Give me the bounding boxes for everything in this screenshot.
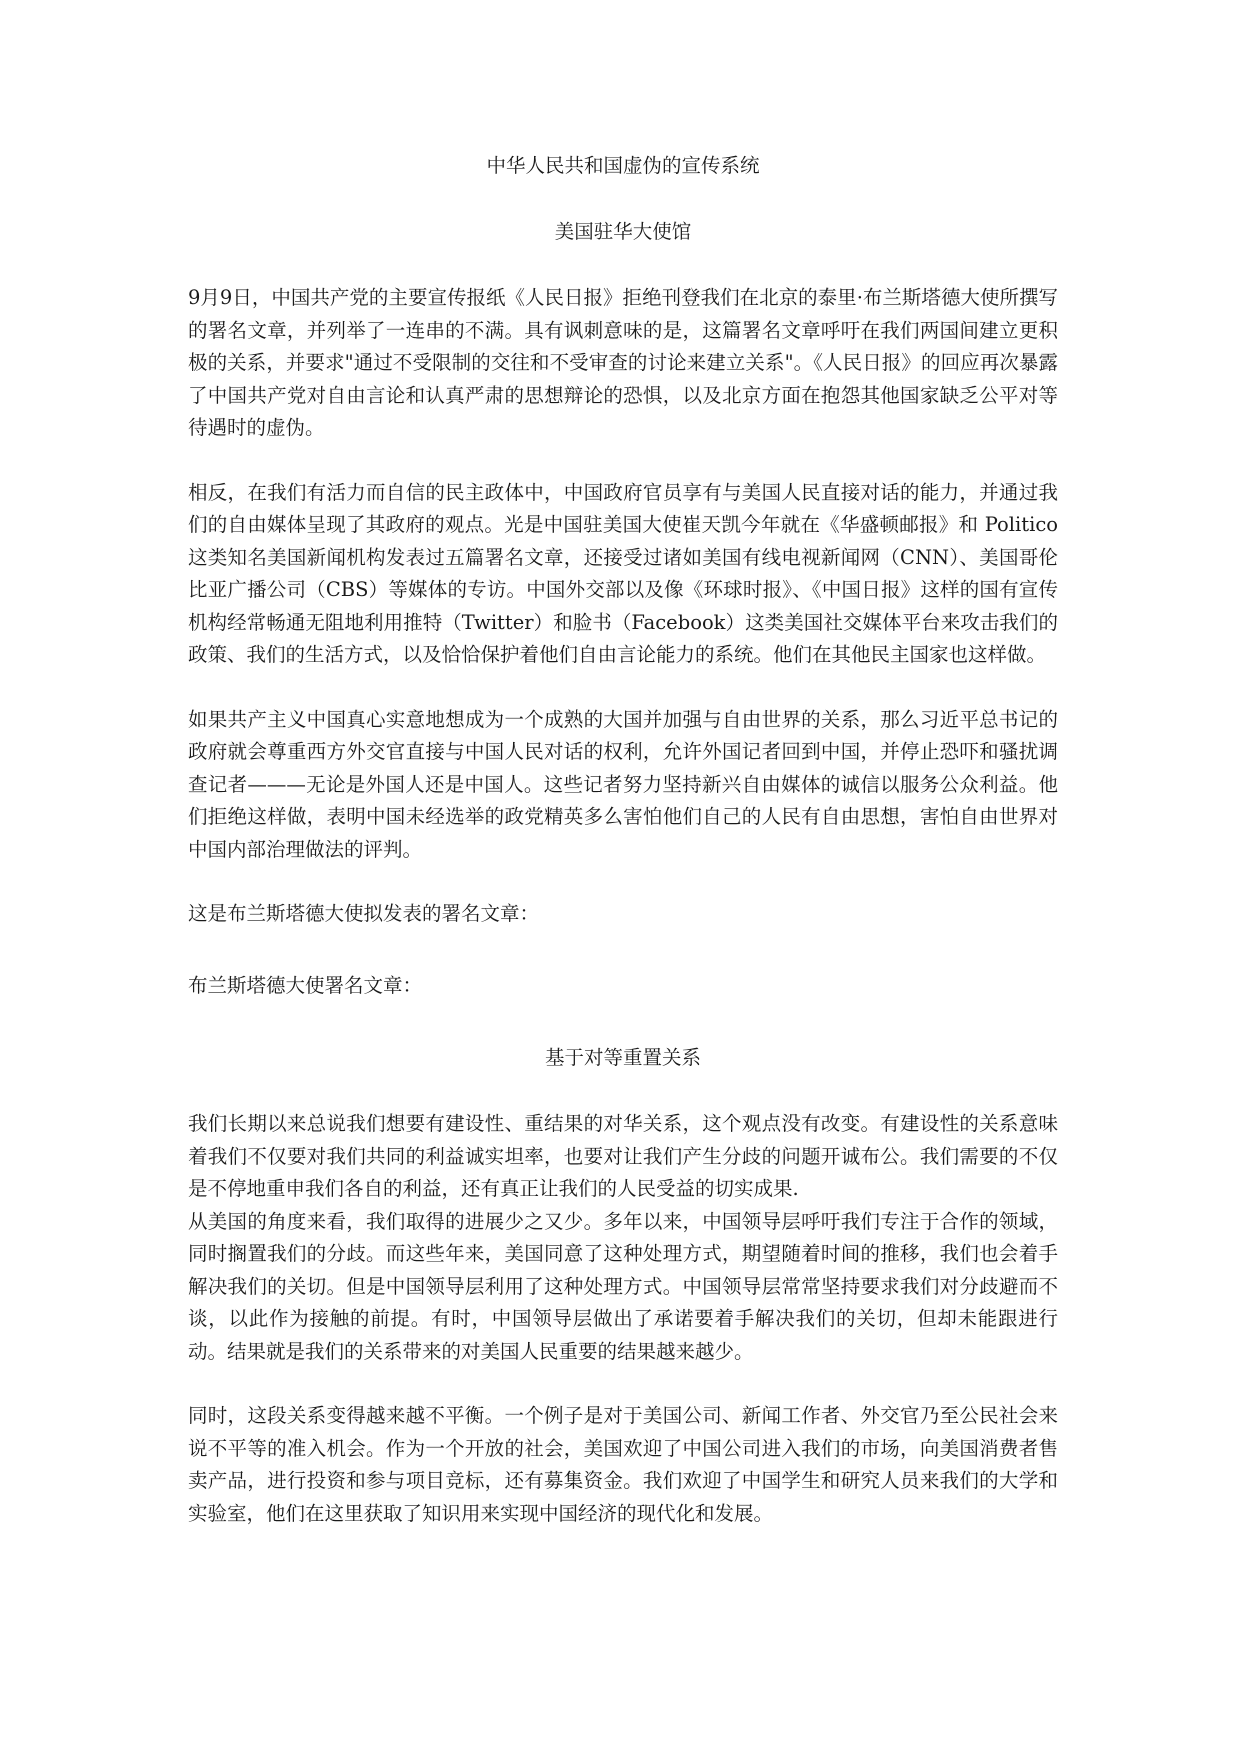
document-title: 中华人民共和国虚伪的宣传系统 <box>486 154 760 177</box>
oped-paragraph-2: 同时，这段关系变得越来越不平衡。一个例子是对于美国公司、新闻工作者、外交官乃至公民社会来说不平等的准入机会。作为一个开放的社会，美国欢迎了中国公司进入我们的市场，向美国消费者售卖产品，进行投资和参与项目竞标，还有募集资金。我们欢迎了中国学生和研究人员来我们的大学和实验室，他们在这里获取了知识用来实现中国经济的现代化和发展。 <box>188 1404 1058 1525</box>
paragraph-2: 相反，在我们有活力而自信的民主政体中，中国政府官员享有与美国人民直接对话的能力，并通过我们的自由媒体呈现了其政府的观点。光是中国驻美国大使崔天凯今年就在《华盛顿邮报》和 Politico 这类知名美国新闻机构发表过五篇署名文章，还接受过诸如美国有线电视新闻网（CNN）、美国哥伦比亚广播公司（CBS）等媒体的专访。中国外交部以及像《环球时报》、《中国日报》这样的国有宣传机构经常畅通无阻地利用推特（Twitter）和脸书（Facebook）这类美国社交媒体平台来攻击我们的政策、我们的生活方式，以及恰恰保护着他们自由言论能力的系统。他们在其他民主国家也这样做。 <box>188 480 1058 666</box>
paragraph-1: 9月9日，中国共产党的主要宣传报纸《人民日报》拒绝刊登我们在北京的泰里·布兰斯塔德大使所撰写的署名文章，并列举了一连串的不满。具有讽刺意味的是，这篇署名文章呼吁在我们两国间建立更积极的关系，并要求"通过不受限制的交往和不受审查的讨论来建立关系"。《人民日报》的回应再次暴露了中国共产党对自由言论和认真严肃的思想辩论的恐惧，以及北京方面在抱怨其他国家缺乏公平对等待遇时的虚伪。 <box>188 286 1058 439</box>
oped-label: 布兰斯塔德大使署名文章： <box>188 974 423 997</box>
oped-paragraph-1a: 我们长期以来总说我们想要有建设性、重结果的对华关系，这个观点没有改变。有建设性的关系意味着我们不仅要对我们共同的利益诚实坦率，也要对让我们产生分歧的问题开诚布公。我们需要的不仅是不停地重申我们各自的利益，还有真正让我们的人民受益的切实成果. <box>188 1112 1058 1200</box>
oped-paragraph-1b: 从美国的角度来看，我们取得的进展少之又少。多年以来，中国领导层呼吁我们专注于合作的领域，同时搁置我们的分歧。而这些年来，美国同意了这种处理方式，期望随着时间的推移，我们也会着手解决我们的关切。但是中国领导层利用了这种处理方式。中国领导层常常坚持要求我们对分歧避而不谈，以此作为接触的前提。有时，中国领导层做出了承诺要着手解决我们的关切，但却未能跟进行动。结果就是我们的关系带来的对美国人民重要的结果越来越少。 <box>188 1209 1058 1363</box>
document-author: 美国驻华大使馆 <box>554 220 692 243</box>
paragraph-3: 如果共产主义中国真心实意地想成为一个成熟的大国并加强与自由世界的关系，那么习近平总书记的政府就会尊重西方外交官直接与中国人民对话的权利，允许外国记者回到中国，并停止恐吓和骚扰调查记者———无论是外国人还是中国人。这些记者努力坚持新兴自由媒体的诚信以服务公众利益。他们拒绝这样做，表明中国未经选举的政党精英多么害怕他们自己的人民有自由思想，害怕自由世界对中国内部治理做法的评判。 <box>188 707 1058 861</box>
oped-title: 基于对等重置关系 <box>544 1046 701 1069</box>
document-body <box>188 150 1058 1562</box>
intro-line: 这是布兰斯塔德大使拟发表的署名文章： <box>188 902 540 925</box>
